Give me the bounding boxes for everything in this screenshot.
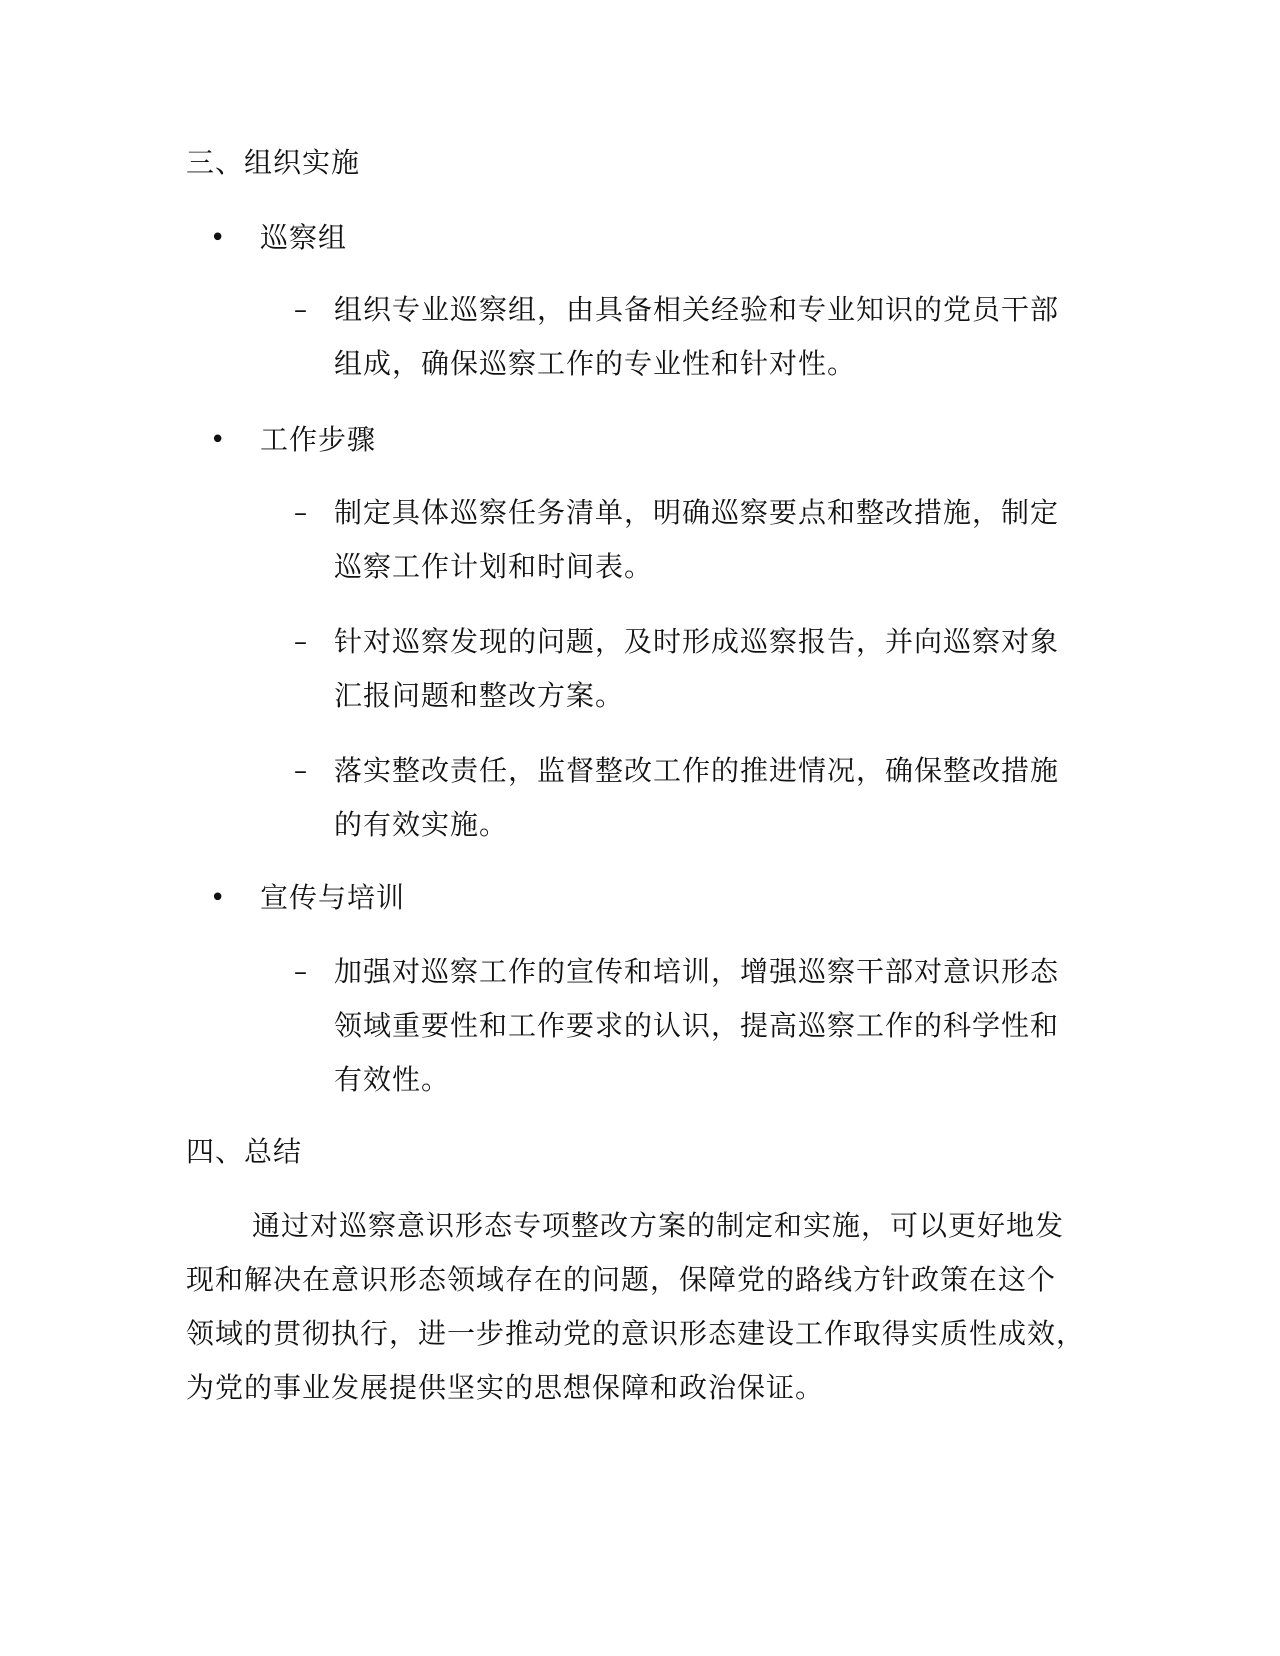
group-title-work-steps: 工作步骤 xyxy=(260,423,377,456)
list-item-line: 组成，确保巡察工作的专业性和针对性。 xyxy=(334,347,857,380)
dash-icon: – xyxy=(294,498,307,528)
summary-paragraph-line: 现和解决在意识形态领域存在的问题，保障党的路线方针政策在这个 xyxy=(186,1263,1057,1296)
summary-paragraph-line: 通过对巡察意识形态专项整改方案的制定和实施，可以更好地发 xyxy=(252,1209,1065,1242)
list-item-line: 加强对巡察工作的宣传和培训，增强巡察干部对意识形态 xyxy=(334,955,1060,988)
list-item-line: 落实整改责任，监督整改工作的推进情况，确保整改措施 xyxy=(334,754,1060,787)
summary-paragraph-line: 为党的事业发展提供坚实的思想保障和政治保证。 xyxy=(186,1371,825,1404)
list-item-line: 组织专业巡察组，由具备相关经验和专业知识的党员干部 xyxy=(334,293,1060,326)
list-item-line: 有效性。 xyxy=(334,1063,451,1096)
dash-icon: – xyxy=(294,627,307,657)
section-3-heading: 三、组织实施 xyxy=(186,146,361,179)
list-item-line: 汇报问题和整改方案。 xyxy=(334,679,625,712)
bullet-icon: • xyxy=(210,223,226,253)
dash-icon: – xyxy=(294,957,307,987)
group-title-publicity-training: 宣传与培训 xyxy=(260,881,406,914)
bullet-icon: • xyxy=(210,425,226,455)
section-4-heading: 四、总结 xyxy=(186,1135,303,1168)
dash-icon: – xyxy=(294,756,307,786)
summary-paragraph-line: 领域的贯彻执行，进一步推动党的意识形态建设工作取得实质性成效， xyxy=(186,1317,1086,1350)
bullet-icon: • xyxy=(210,883,226,913)
dash-icon: – xyxy=(294,295,307,325)
list-item-line: 针对巡察发现的问题，及时形成巡察报告，并向巡察对象 xyxy=(334,625,1060,658)
list-item-line: 领域重要性和工作要求的认识，提高巡察工作的科学性和 xyxy=(334,1009,1060,1042)
list-item-line: 巡察工作计划和时间表。 xyxy=(334,550,654,583)
list-item-line: 的有效实施。 xyxy=(334,808,509,841)
list-item-line: 制定具体巡察任务清单，明确巡察要点和整改措施，制定 xyxy=(334,496,1060,529)
group-title-inspection-team: 巡察组 xyxy=(260,221,348,254)
